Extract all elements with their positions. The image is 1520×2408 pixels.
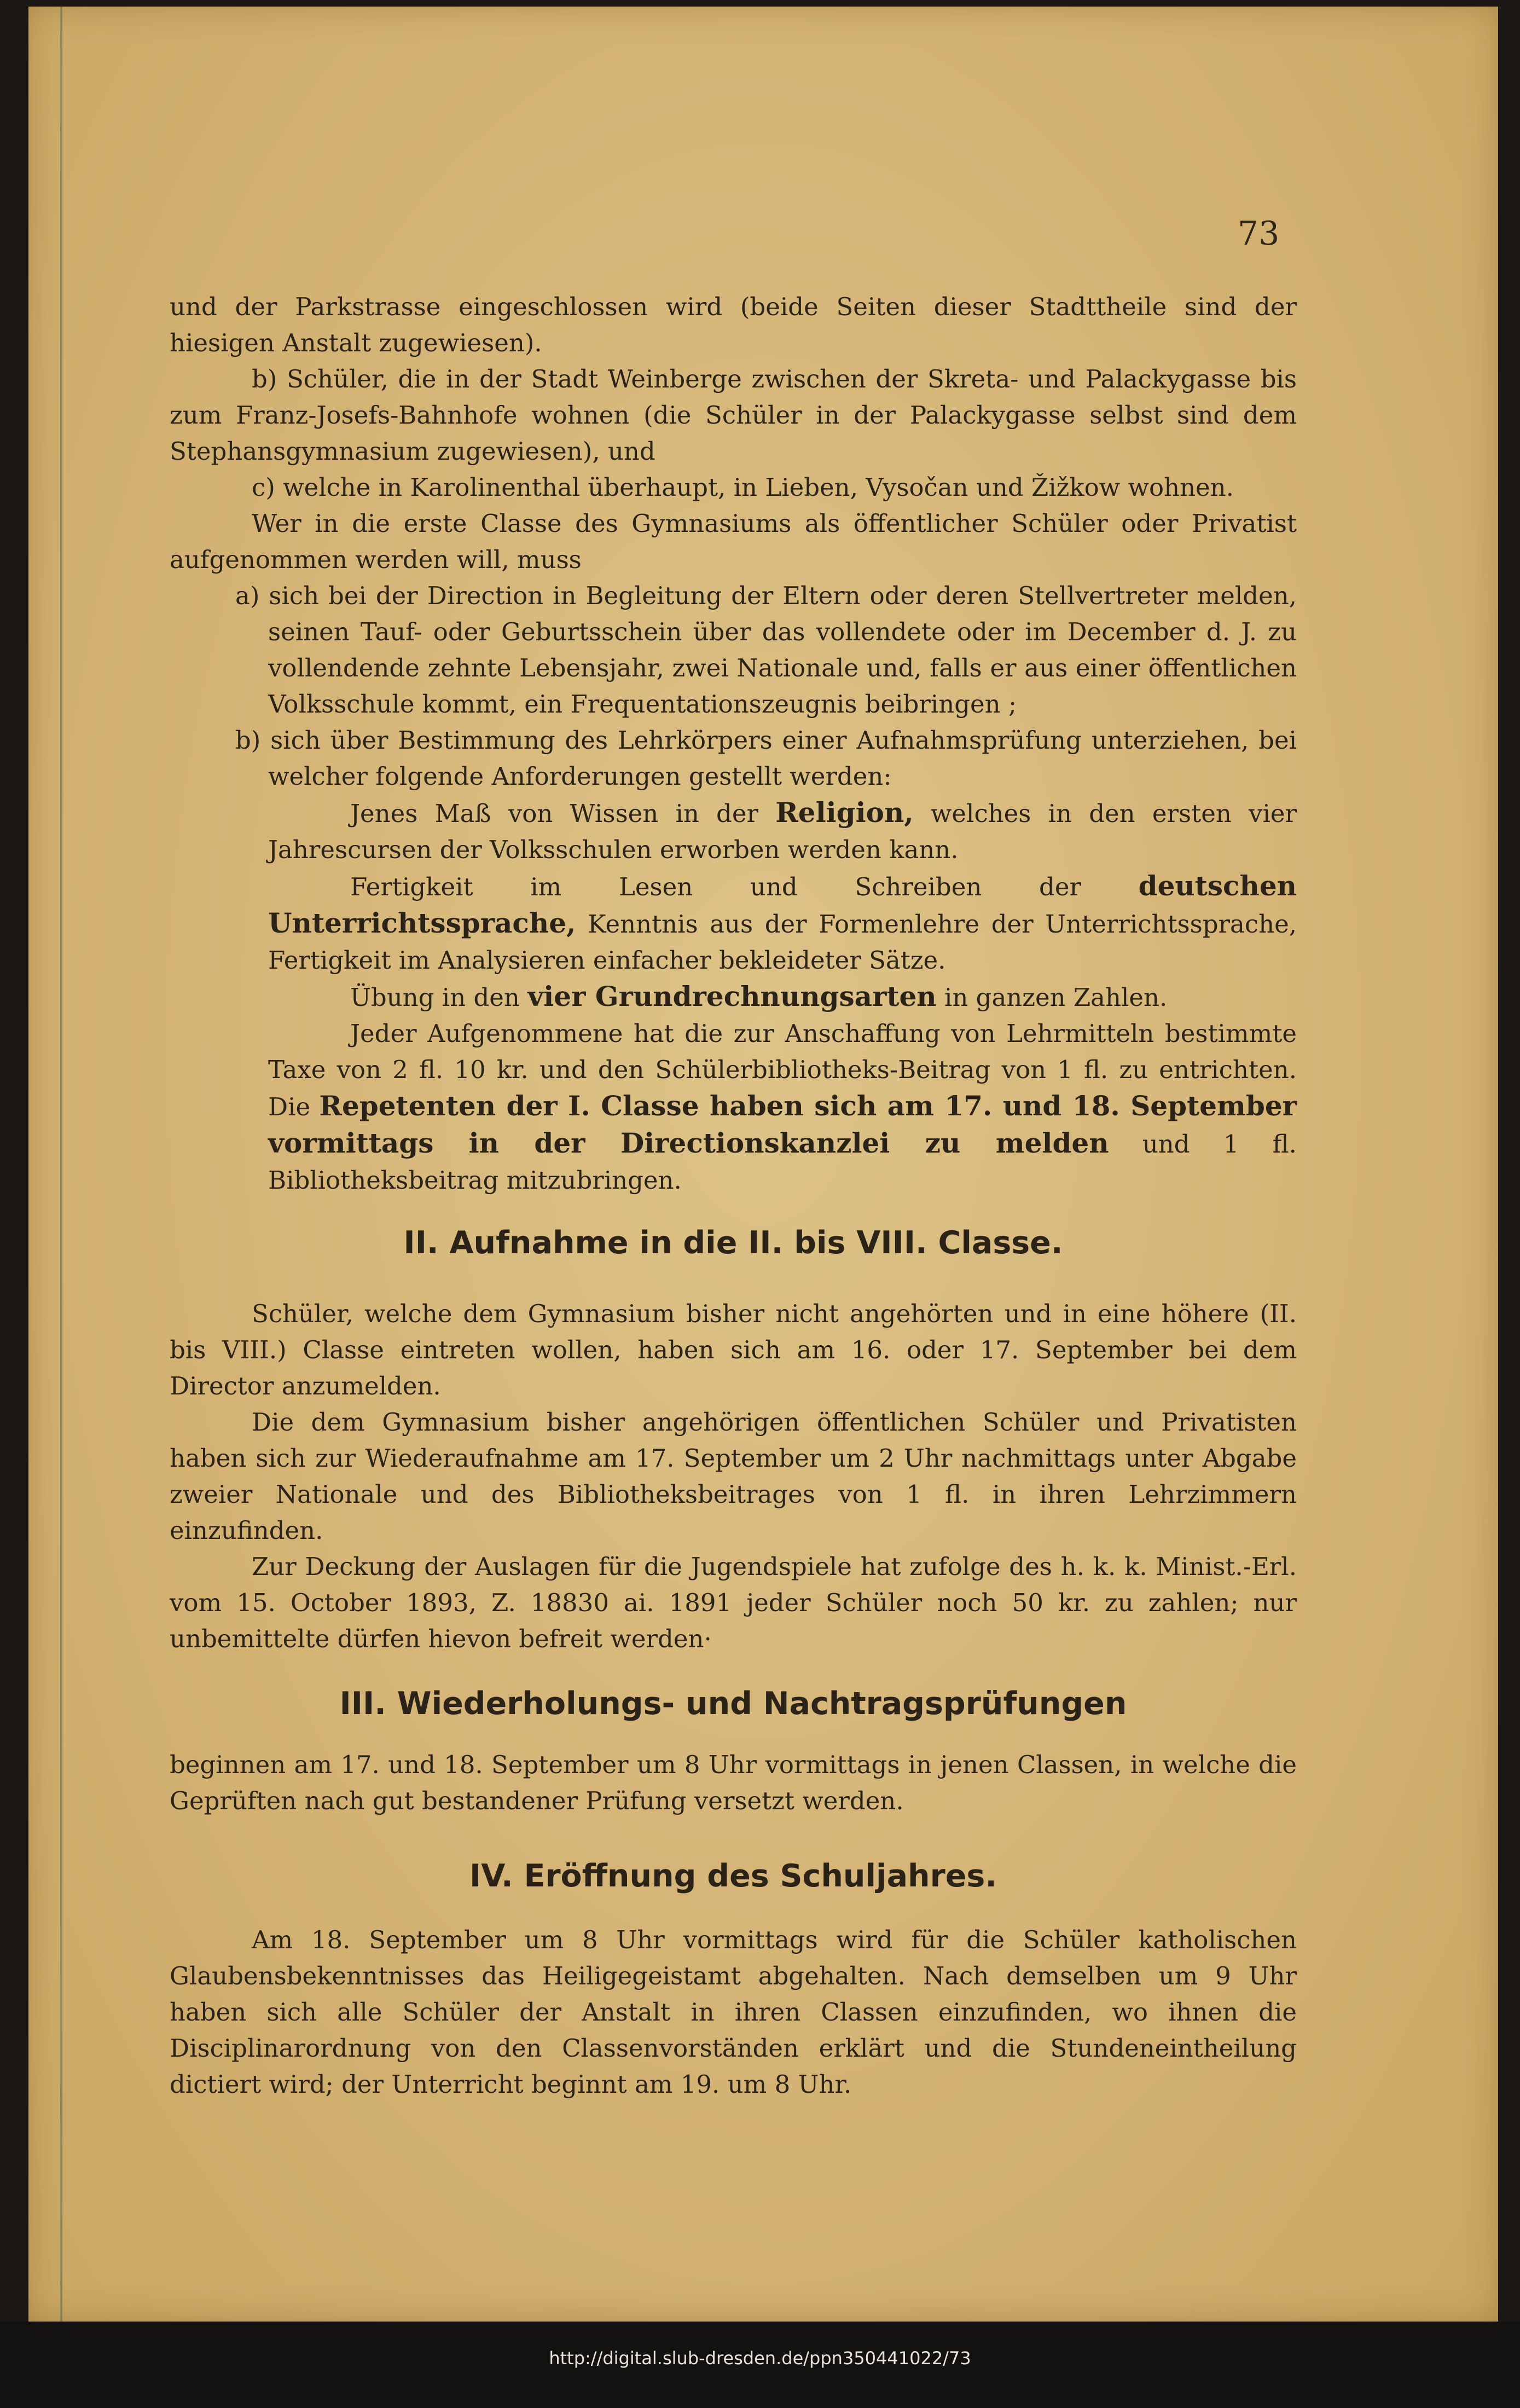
- section3-paragraph: beginnen am 17. und 18. September um 8 Uhr vormittags in jenen Classen, in welche die Geprüften nach gut bestandener Prüfung versetzt werden.: [170, 1750, 1297, 1815]
- page-number: 73: [1238, 215, 1280, 253]
- section3-body: [170, 1747, 1297, 1819]
- paragraph-admission-intro: Wer in die erste Classe des Gymnasiums als öffentlicher Schüler oder Privatist aufgenommen werden will, muss: [170, 509, 1297, 574]
- source-url[interactable]: http://digital.slub-dresden.de/ppn350441022/73: [549, 2348, 971, 2369]
- exam-requirement-religion: Jenes Maß von Wissen in der Religion, welches in den ersten vier Jahrescursen der Volksschulen erworben werden kann.: [268, 796, 1297, 864]
- section1-continuation: [170, 289, 1297, 1199]
- requirement-item-b: b) sich über Bestimmung des Lehrkörpers einer Aufnahmsprüfung unterziehen, bei welcher folgende Anforderungen gestellt werden:: [235, 726, 1297, 791]
- section2-paragraph: Schüler, welche dem Gymnasium bisher nicht angehörten und in eine höhere (II. bis VIII.) Classe eintreten wollen, haben sich am 16. oder 17. September bei dem Director anzumelden.: [170, 1299, 1297, 1400]
- section4-body: [170, 1922, 1297, 2103]
- section-heading-3: III. Wiederholungs- und Nachtragsprüfungen: [339, 1686, 1127, 1722]
- paragraph-district-b: b) Schüler, die in der Stadt Weinberge zwischen der Skreta- und Palackygasse bis zum Franz-Josefs-Bahnhofe wohnen (die Schüler in der Palackygasse selbst sind dem Stephansgymnasium zugewiesen), und: [170, 364, 1297, 466]
- paragraph-district-c: c) welche in Karolinenthal überhaupt, in Lieben, Vysočan und Žižkow wohnen.: [252, 473, 1234, 502]
- exam-requirement-language: Fertigkeit im Lesen und Schreiben der deutschen Unterrichtssprache, Kenntnis aus der Formenlehre der Unterrichtssprache, Fertigkeit im Analysieren einfacher bekleideter Sätze.: [268, 870, 1297, 975]
- section2-paragraph: Die dem Gymnasium bisher angehörigen öffentlichen Schüler und Privatisten haben sich zur Wiederaufnahme am 17. September um 2 Uhr nachmittags unter Abgabe zweier Nationale und des Bibliotheksbeitrages von 1 fl. in ihren Lehrzimmern einzufinden.: [170, 1408, 1297, 1545]
- section-heading-2: II. Aufnahme in die II. bis VIII. Classe.: [403, 1225, 1063, 1261]
- requirement-item-a: a) sich bei der Direction in Begleitung der Eltern oder deren Stellvertreter melden, seinen Tauf- oder Geburtsschein über das vollendete oder im December d. J. zu vollendende zehnte Lebensjahr, zwei Nationale und, falls er aus einer öffentlichen Volksschule kommt, ein Frequentationszeugnis beibringen ;: [235, 581, 1297, 719]
- exam-requirement-arithmetic: Übung in den vier Grundrechnungsarten in ganzen Zahlen.: [350, 980, 1168, 1012]
- section2-paragraph: Zur Deckung der Auslagen für die Jugendspiele hat zufolge des h. k. k. Minist.-Erl. vom 15. October 1893, Z. 18830 ai. 1891 jeder Schüler noch 50 kr. zu zahlen; nur unbemittelte dürfen hievon befreit werden·: [170, 1552, 1297, 1653]
- section4-paragraph: Am 18. September um 8 Uhr vormittags wird für die Schüler katholischen Glaubensbekenntnisses das Heiligegeistamt abgehalten. Nach demselben um 9 Uhr haben sich alle Schüler der Anstalt in ihren Classen einzufinden, wo ihnen die Disciplinarordnung von den Classenvorständen erklärt und die Stundeneintheilung dictiert wird; der Unterricht beginnt am 19. um 8 Uhr.: [170, 1925, 1297, 2099]
- paragraph-district-a-end: und der Parkstrasse eingeschlossen wird (beide Seiten dieser Stadttheile sind der hiesigen Anstalt zugewiesen).: [170, 292, 1297, 357]
- section-heading-4: IV. Eröffnung des Schuljahres.: [469, 1858, 997, 1894]
- page-edge-line: [60, 7, 62, 2322]
- section2-body: [170, 1296, 1297, 1657]
- fees-paragraph: Jeder Aufgenommene hat die zur Anschaffung von Lehrmitteln bestimmte Taxe von 2 fl. 10 kr. und den Schülerbibliotheks-Beitrag von 1 fl. zu entrichten. Die Repetenten der I. Classe haben sich am 17. und 18. September vormittags in der Directionskanzlei zu melden und 1 fl. Bibliotheksbeitrag mitzubringen.: [268, 1019, 1297, 1195]
